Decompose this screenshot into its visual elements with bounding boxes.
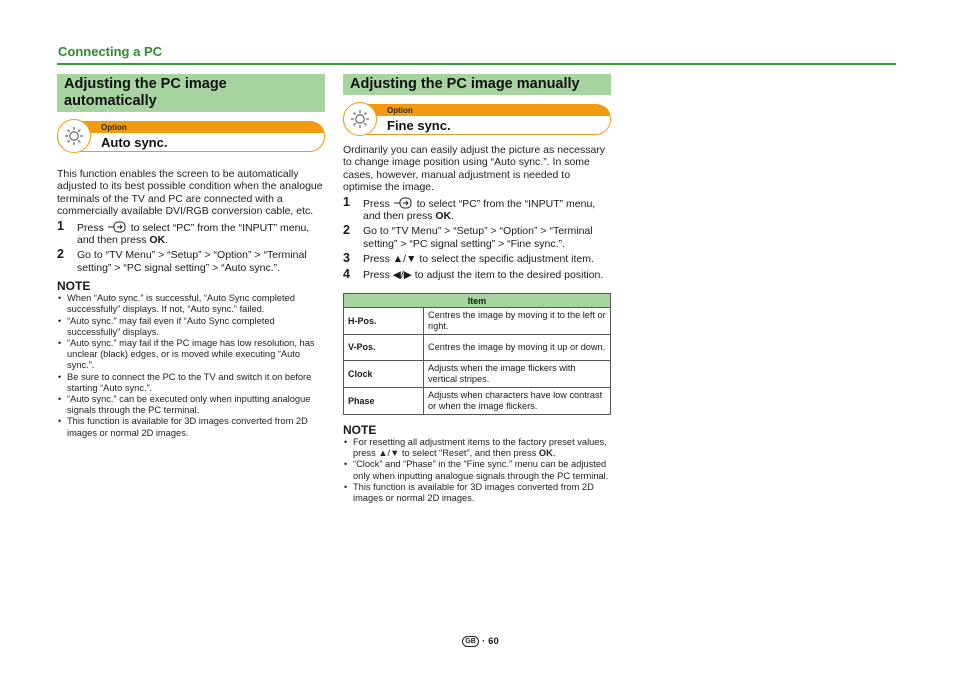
right-intro: Ordinarily you can easily adjust the picture as necessary to change image position using “Auto sync.”. In some cases, however, manual adjustment is needed to optimise the image. xyxy=(343,144,606,194)
input-source-icon xyxy=(108,221,127,233)
arrow-left-right-keys: ◀/▶ xyxy=(392,268,412,281)
step-3: 3 Press ▲/▼ to select the specific adjustment item. xyxy=(343,251,594,266)
list-item: • For resetting all adjustment items to the factory preset values, press ▲/▼ to select “Reset”, and then press OK. xyxy=(343,437,611,459)
section-title: Connecting a PC xyxy=(58,44,163,59)
option-tag: Option xyxy=(387,106,413,115)
table-row: V-Pos. Centres the image by moving it up or down. xyxy=(344,335,611,361)
arrow-up-down-keys: ▲/▼ xyxy=(378,448,400,459)
left-notes xyxy=(57,293,325,439)
step-2: 2 Go to “TV Menu” > “Setup” > “Option” > “Terminal setting” > “PC signal setting” > “Fine sync.”. xyxy=(343,223,593,250)
arrow-up-down-keys: ▲/▼ xyxy=(392,253,417,266)
table-row: Phase Adjusts when characters have low contrast or when the image flickers. xyxy=(344,388,611,415)
right-notes xyxy=(343,437,611,504)
left-steps xyxy=(57,218,325,275)
step-1: 1 Press to select “PC” from the “INPUT” menu, and then press OK. xyxy=(57,218,310,247)
table-row: Clock Adjusts when the image flickers with vertical stripes. xyxy=(344,361,611,388)
adjustment-table xyxy=(343,293,611,415)
left-note-title: NOTE xyxy=(57,279,91,294)
right-note-title: NOTE xyxy=(343,423,377,438)
fine-sync-option-box xyxy=(343,104,611,135)
page-number: GB · 60 xyxy=(462,636,499,647)
step-1: 1 Press to select “PC” from the “INPUT” menu, and then press OK. xyxy=(343,194,596,223)
list-item: • “Clock” and “Phase” in the “Fine sync.” menu can be adjusted only when inputting analogue signals through the PC terminal. xyxy=(343,459,611,481)
region-badge: GB xyxy=(462,636,479,647)
list-item: • This function is available for 3D images converted from 2D images or normal 2D images. xyxy=(57,416,325,438)
list-item: • When “Auto sync.” is successful, “Auto Sync completed successfully” displays. If not, “Auto sync.” failed. xyxy=(57,293,325,315)
right-steps xyxy=(343,194,611,281)
left-intro: This function enables the screen to be automatically adjusted to its best possible condition when the analogue terminals of the TV and PC are connected with a commercially available DVI/RGB conversion cable, etc. xyxy=(57,168,323,218)
left-heading: Adjusting the PC image automatically xyxy=(57,74,325,112)
auto-sync-option-box xyxy=(57,121,325,152)
table-header: Item xyxy=(344,294,611,308)
option-strip xyxy=(344,105,610,116)
input-source-icon xyxy=(394,197,413,209)
list-item: • “Auto sync.” can be executed only when inputting analogue signals through the PC terminal. xyxy=(57,394,325,416)
gear-sun-icon xyxy=(57,119,91,153)
table-row: H-Pos. Centres the image by moving it to the left or right. xyxy=(344,308,611,335)
list-item: • “Auto sync.” may fail even if “Auto Sync completed successfully” displays. xyxy=(57,316,325,338)
option-strip xyxy=(58,122,324,133)
list-item: • This function is available for 3D images converted from 2D images or normal 2D images. xyxy=(343,482,611,504)
right-column xyxy=(343,74,611,504)
gear-sun-icon xyxy=(343,102,377,136)
option-tag: Option xyxy=(101,123,127,132)
option-title: Auto sync. xyxy=(101,135,168,150)
step-4: 4 Press ◀/▶ to adjust the item to the desired position. xyxy=(343,266,604,281)
list-item: • “Auto sync.” may fail if the PC image has low resolution, has unclear (black) edges, or is moved while executing “Auto sync.”. xyxy=(57,338,325,372)
left-column xyxy=(57,74,325,439)
section-divider xyxy=(57,63,896,65)
option-title: Fine sync. xyxy=(387,118,451,133)
right-heading: Adjusting the PC image manually xyxy=(343,74,611,95)
step-2: 2 Go to “TV Menu” > “Setup” > “Option” > “Terminal setting” > “PC signal setting” > “Auto sync.”. xyxy=(57,247,307,274)
list-item: • Be sure to connect the PC to the TV and switch it on before starting “Auto sync.”. xyxy=(57,372,325,394)
